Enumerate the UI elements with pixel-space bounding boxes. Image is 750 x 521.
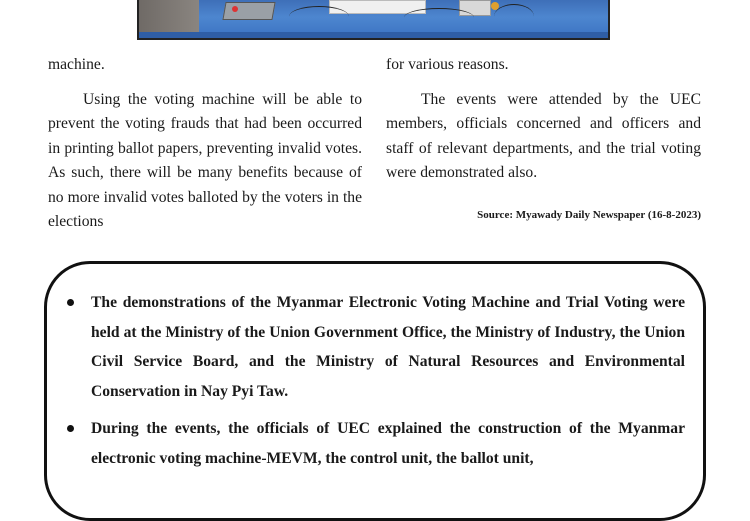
bullet-item bbox=[91, 414, 685, 473]
photo-table bbox=[139, 32, 608, 38]
bullet-icon bbox=[67, 425, 74, 432]
photo-control-unit bbox=[222, 2, 275, 20]
left-column bbox=[48, 53, 362, 235]
bullet-text: The demonstrations of the Myanmar Electronic Voting Machine and Trial Voting were held at the Ministry of the Union Government Office, the Ministry of Industry, the Union Civil Service Board, and the Ministry of Natural Resources and Environmental Conservation in Nay Pyi Taw. bbox=[91, 294, 685, 400]
right-column bbox=[386, 53, 701, 186]
right-continuation-text: for various reasons. bbox=[386, 56, 509, 73]
bullet-icon bbox=[67, 299, 74, 306]
right-paragraph: The events were attended by the UEC members, officials concerned and officers and staff of relevant departments, and the trial voting were demonstrated also. bbox=[386, 90, 701, 181]
highlight-box bbox=[44, 261, 706, 521]
left-paragraph: Using the voting machine will be able to prevent the voting frauds that had been occurred in printing ballot papers, preventing invalid votes. As such, there will be many benefits because of no more invalid votes balloted by the voters in the elections bbox=[48, 90, 362, 230]
bullet-item bbox=[91, 288, 685, 406]
photo-indicator-light bbox=[232, 6, 238, 12]
photo-cable bbox=[289, 6, 349, 27]
source-citation: Source: Myawady Daily Newspaper (16-8-2023) bbox=[477, 209, 701, 221]
bullet-text: During the events, the officials of UEC explained the construction of the Myanmar electronic voting machine-MEVM, the control unit, the ballot unit, bbox=[91, 420, 685, 467]
photo-voting-machine-demo bbox=[137, 0, 610, 40]
photo-cable bbox=[404, 8, 474, 27]
left-continuation-text: machine. bbox=[48, 56, 105, 73]
photo-cable bbox=[494, 4, 534, 29]
